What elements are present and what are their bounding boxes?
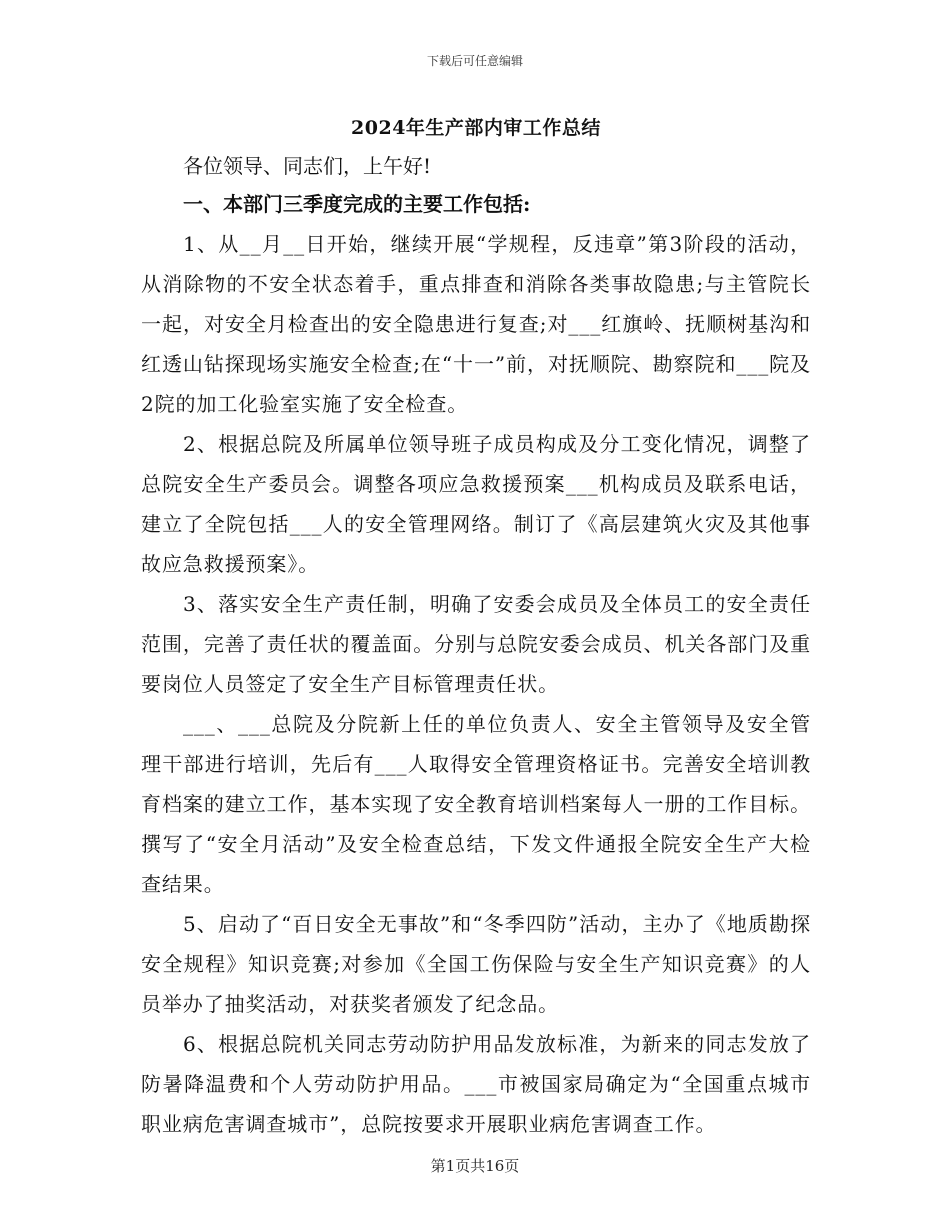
paragraph-2: 2、根据总院及所属单位领导班子成员构成及分工变化情况，调整了总院安全生产委员会。调整各项应急救援预案___机构成员及联系电话，建立了全院包括___人的安全管理网络。制订了《高层建筑火灾及其他事故应急救援预案》。 (141, 432, 811, 576)
page-number: 第1页共16页 (430, 1157, 520, 1175)
document-title: 2024年生产部内审工作总结 (351, 117, 601, 139)
download-note: 下载后可任意编辑 (426, 54, 523, 68)
paragraph-5: 5、启动了“百日安全无事故”和“冬季四防”活动，主办了《地质勘探安全规程》知识竞赛;对参加《全国工伤保险与安全生产知识竞赛》的人员举办了抽奖活动，对获奖者颁发了纪念品。 (141, 912, 811, 1016)
greeting: 各位领导、同志们，上午好! (183, 154, 432, 178)
paragraph-6: 6、根据总院机关同志劳动防护用品发放标准，为新来的同志发放了防暑降温费和个人劳动防护用品。___市被国家局确定为“全国重点城市职业病危害调查城市”，总院按要求开展职业病危害调查工作。 (141, 1032, 811, 1136)
paragraph-3: 3、落实安全生产责任制，明确了安委会成员及全体员工的安全责任范围，完善了责任状的覆盖面。分别与总院安委会成员、机关各部门及重要岗位人员签定了安全生产目标管理责任状。 (141, 592, 811, 696)
document-body (141, 108, 811, 1144)
paragraph-1: 1、从__月__日开始，继续开展“学规程，反违章”第3阶段的活动，从消除物的不安全状态着手，重点排查和消除各类事故隐患;与主管院长一起，对安全月检查出的安全隐患进行复查;对___红旗岭、抚顺树基沟和红透山钻探现场实施安全检查;在“十一”前，对抚顺院、勘察院和___院及2院的加工化验室实施了安全检查。 (141, 232, 811, 416)
paragraph-4: ___、___总院及分院新上任的单位负责人、安全主管领导及安全管理干部进行培训，先后有___人取得安全管理资格证书。完善安全培训教育档案的建立工作，基本实现了安全教育培训档案每人一册的工作目标。撰写了“安全月活动”及安全检查总结，下发文件通报全院安全生产大检查结果。 (141, 712, 811, 896)
section-heading: 一、本部门三季度完成的主要工作包括: (183, 192, 531, 216)
